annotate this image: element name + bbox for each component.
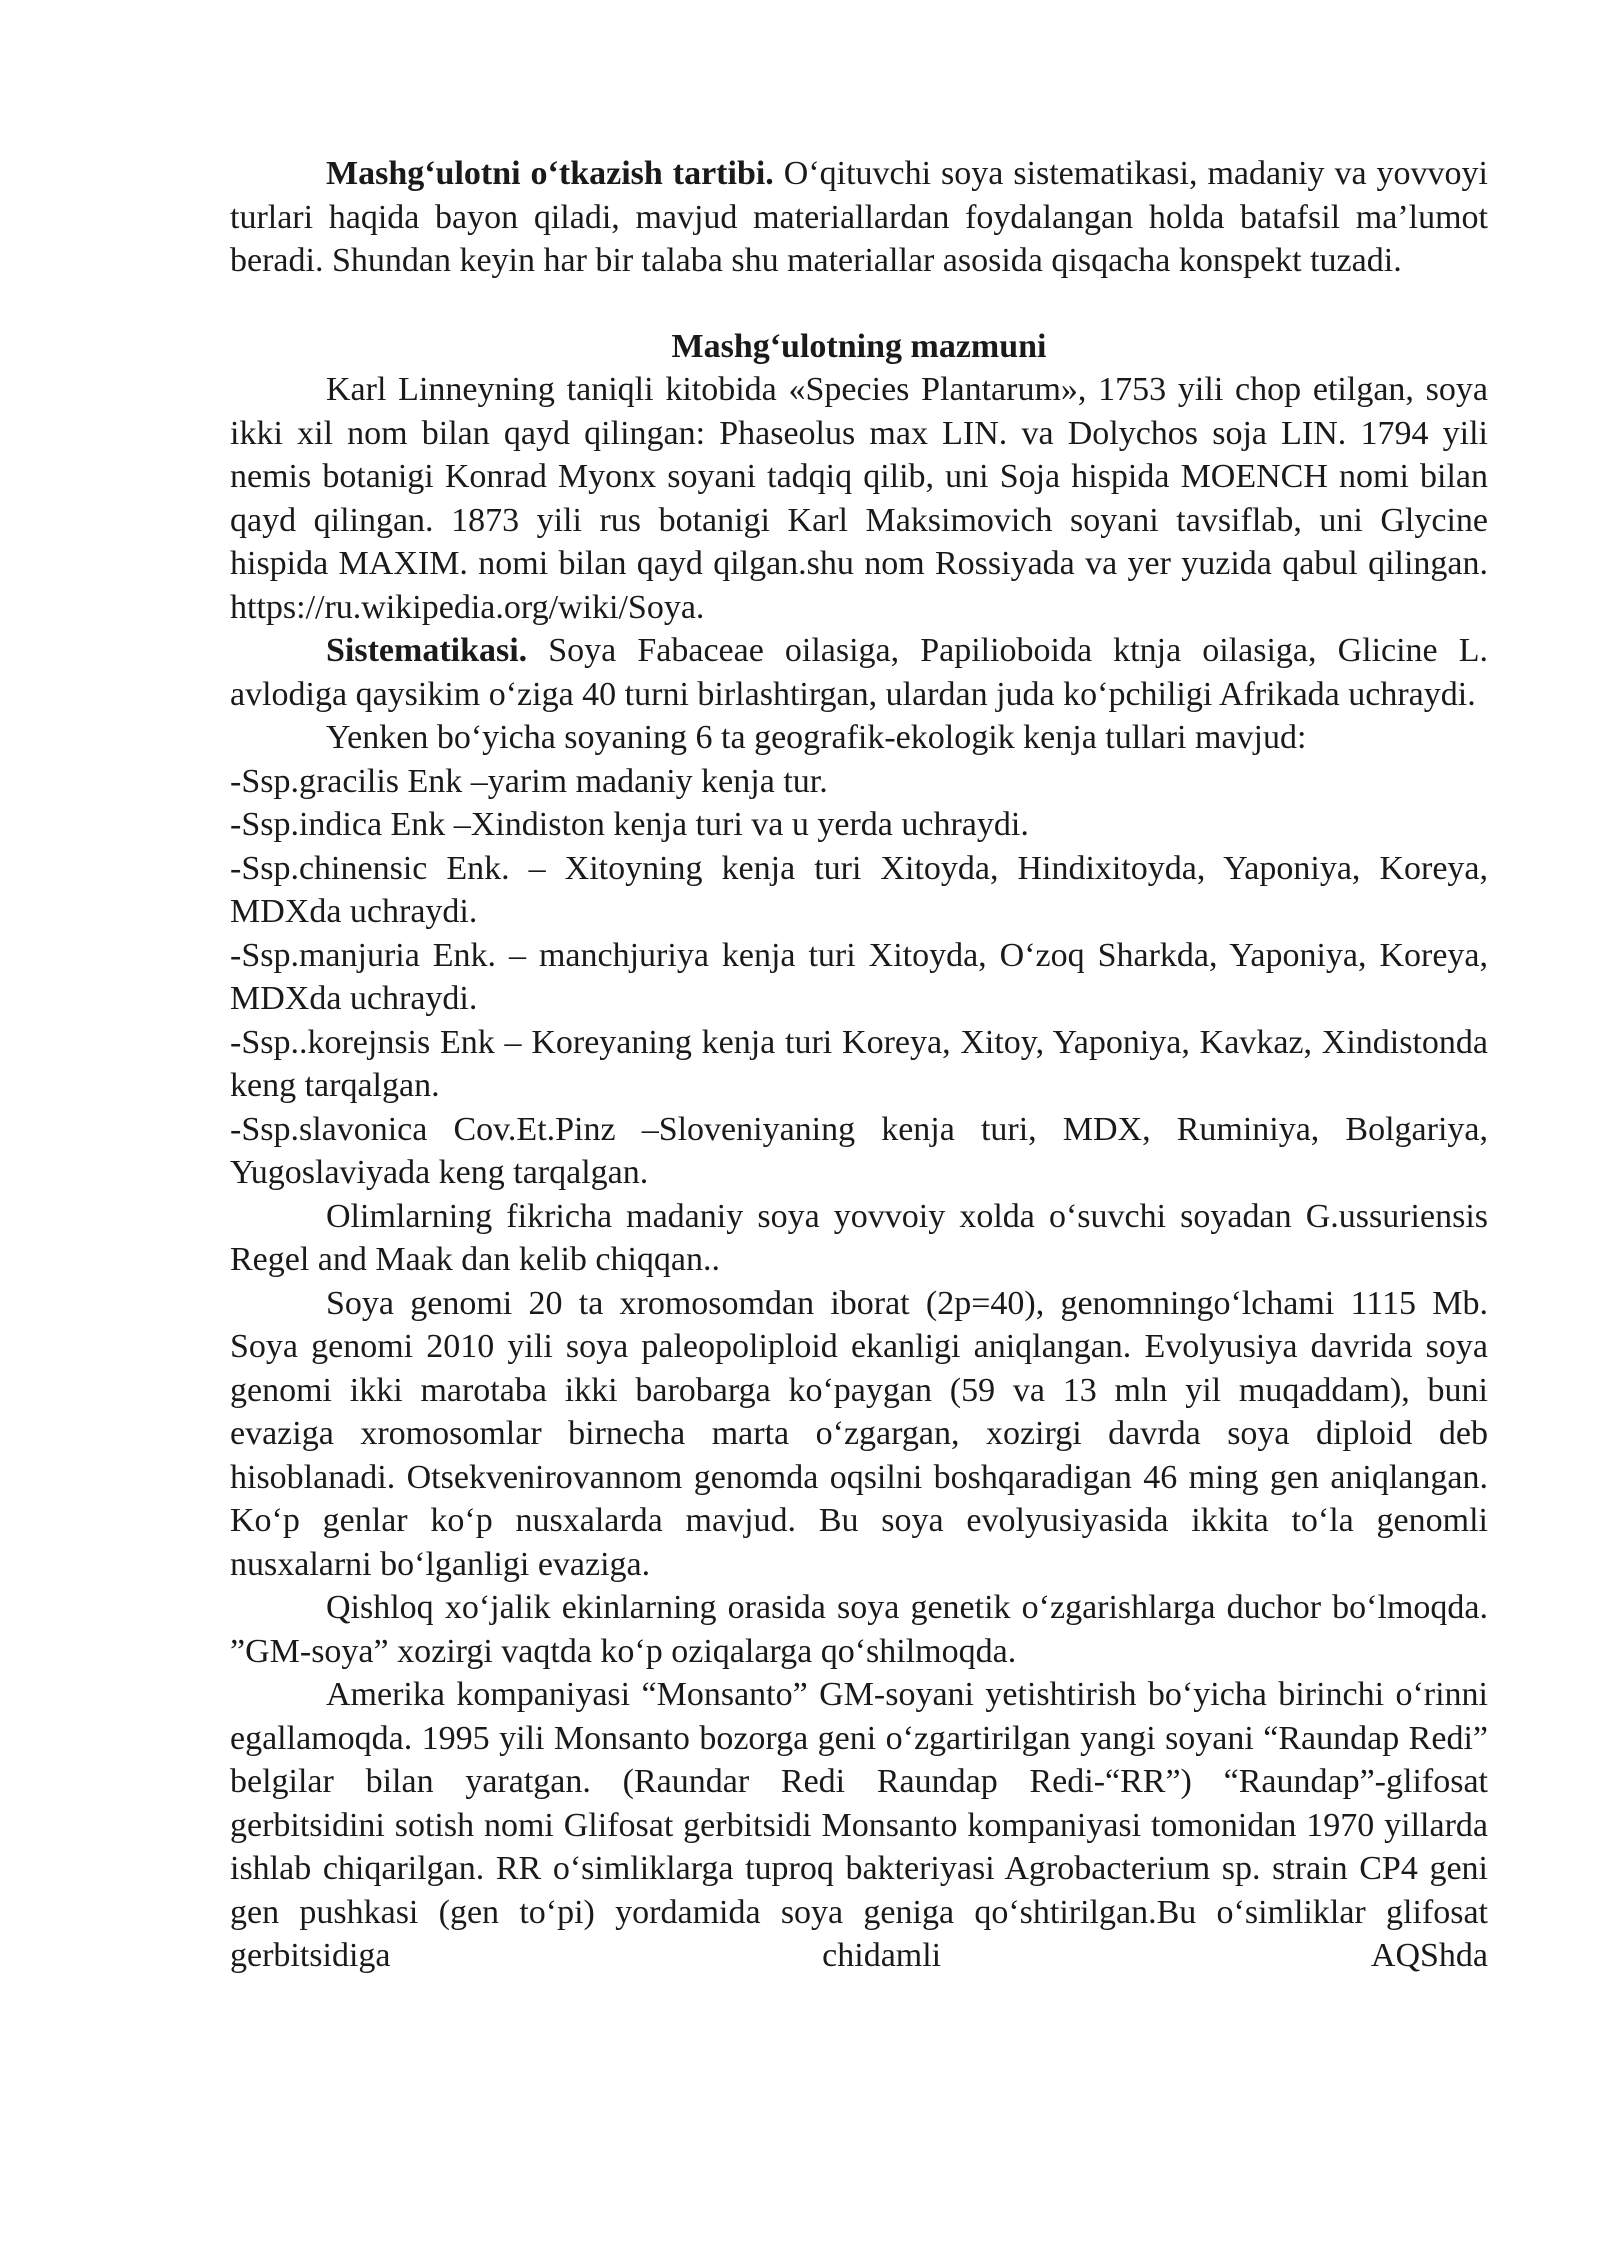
systematics-text: Soya Fabaceae oilasiga, Papilioboida ktnja oilasiga, Glicine L. avlodiga qaysikim o‘ziga 40 turni birlashtirgan, ulardan juda ko‘pchiligi Afrikada uchraydi.	[230, 632, 1488, 713]
subspecies-intro: Yenken bo‘yicha soyaning 6 ta geografik-ekologik kenja tullari mavjud:	[326, 719, 1307, 756]
origin-paragraph: Olimlarning fikricha madaniy soya yovvoiy xolda o‘suvchi soyadan G.ussuriensis Regel and Maak dan kelib chiqqan..	[230, 1197, 1488, 1278]
gm-paragraph: Qishloq xo‘jalik ekinlarning orasida soya genetik o‘zgarishlarga duchor bo‘lmoqda. ”GM-soya” xozirgi vaqtda ko‘p oziqalarga qo‘shilmoqda.	[230, 1589, 1488, 1670]
systematics-paragraph	[230, 629, 1488, 716]
systematics-lead: Sistematikasi.	[326, 632, 528, 669]
section-heading: Mashg‘ulotning mazmuni	[671, 327, 1047, 365]
document-page	[230, 152, 1488, 1978]
intro-paragraph	[230, 152, 1488, 283]
history-paragraph: Karl Linneyning taniqli kitobida «Species Plantarum», 1753 yili chop etilgan, soya ikki xil nom bilan qayd qilingan: Phaseolus max LIN. va Dolychos soja LIN. 1794 yili nemis botanigi Konrad Myonx soyani tadqiq qilib, uni Soja hispida MOENCH nomi bilan qayd qilingan. 1873 yili rus botanigi Karl Maksimovich soyani tavsiflab, uni Glycine hispida MAXIM. nomi bilan qayd qilgan.shu nom Rossiyada va yer yuzida qabul qilingan.	[230, 371, 1488, 582]
subspecies-item: -Ssp.indica Enk –Xindiston kenja turi va u yerda uchraydi.	[230, 806, 1029, 843]
subspecies-item: -Ssp.gracilis Enk –yarim madaniy kenja tur.	[230, 762, 828, 800]
genome-paragraph: Soya genomi 20 ta xromosomdan iborat (2p=40), genomningo‘lchami 1115 Mb. Soya genomi 2010 yili soya paleopoliploid ekanligi aniqlangan. Evolyusiya davrida soya genomi ikki marotaba ikki barobarga ko‘paygan (59 va 13 mln yil muqaddam), buni evaziga xromosomlar birnecha marta o‘zgargan, xozirgi davrda soya diploid deb hisoblanadi. Otsekvenirovannom genomda oqsilni boshqaradigan 46 ming gen aniqlangan. Ko‘p genlar ko‘p nusxalarda mavjud. Bu soya evolyusiyasida ikkita to‘la genomli nusxalarni bo‘lganligi evaziga.	[230, 1284, 1488, 1583]
subspecies-item: -Ssp..korejnsis Enk – Koreyaning kenja turi Koreya, Xitoy, Yaponiya, Kavkaz, Xindistonda keng tarqalgan.	[230, 1023, 1488, 1104]
monsanto-paragraph: Amerika kompaniyasi “Monsanto” GM-soyani yetishtirish bo‘yicha birinchi o‘rinni egallamoqda. 1995 yili Monsanto bozorga geni o‘zgartirilgan yangi soyani “Raundap Redi” belgilar bilan yaratgan. (Raundar Redi Raundap Redi-“RR”) “Raundap”-glifosat gerbitsidini sotish nomi Glifosat gerbitsidi Monsanto kompaniyasi tomonidan 1970 yillarda ishlab chiqarilgan. RR o‘simliklarga tuproq bakteriyasi Agrobacterium sp. strain CP4 geni gen pushkasi (gen to‘pi) yordamida soya geniga qo‘shtirilgan.Bu o‘simliklar glifosat gerbitsidiga chidamli AQShda	[230, 1676, 1488, 1974]
subspecies-item: -Ssp.slavonica Cov.Et.Pinz –Sloveniyaning kenja turi, MDX, Ruminiya, Bolgariya, Yugoslaviyada keng tarqalgan.	[230, 1110, 1488, 1191]
history-url: https://ru.wikipedia.org/wiki/Soya.	[230, 588, 705, 626]
intro-text: O‘qituvchi soya sistematikasi, madaniy va yovvoyi turlari haqida bayon qiladi, mavjud materiallardan foydalangan holda batafsil ma’lumot beradi. Shundan keyin har bir talaba shu materiallar asosida qisqacha konspekt tuzadi.	[230, 155, 1488, 279]
intro-lead: Mashg‘ulotni o‘tkazish tartibi.	[326, 155, 774, 192]
subspecies-item: -Ssp.chinensic Enk. – Xitoyning kenja turi Xitoyda, Hindixitoyda, Yaponiya, Koreya, MDXda uchraydi.	[230, 849, 1488, 930]
subspecies-item: -Ssp.manjuria Enk. – manchjuriya kenja turi Xitoyda, O‘zoq Sharkda, Yaponiya, Koreya, MDXda uchraydi.	[230, 936, 1488, 1017]
